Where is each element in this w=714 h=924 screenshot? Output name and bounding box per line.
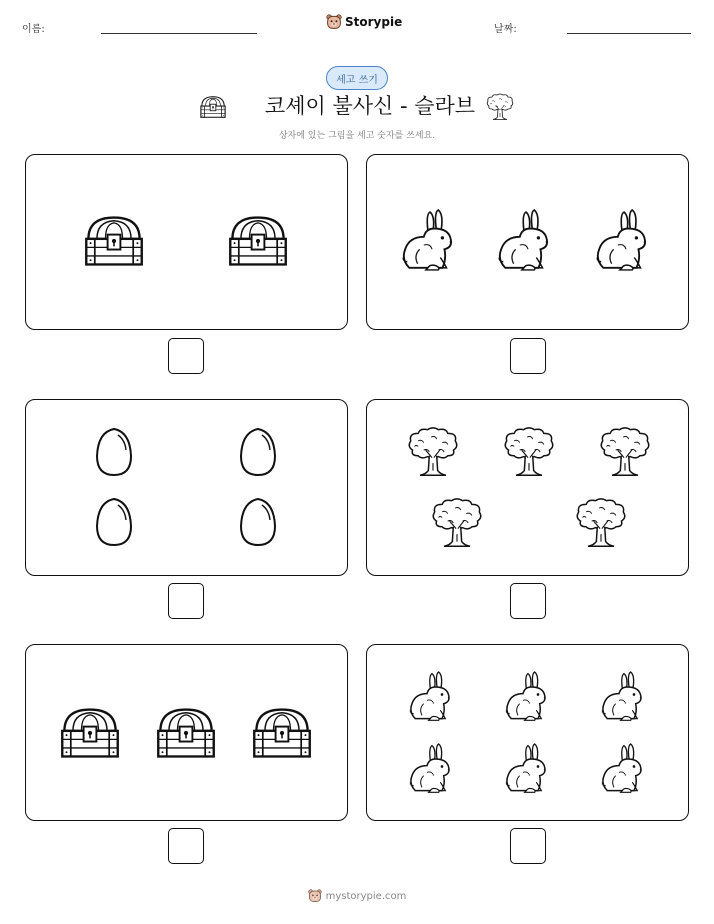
exercise-box-3	[25, 399, 348, 576]
worksheet-type-badge: 세고 쓰기	[326, 66, 388, 90]
brand-name: Storypie	[345, 15, 403, 29]
treasure-chest-icon	[250, 705, 314, 761]
exercise-box-1	[25, 154, 348, 330]
exercise-box-2	[366, 154, 689, 330]
date-field[interactable]	[567, 33, 691, 34]
answer-box-5[interactable]	[168, 828, 204, 864]
rabbit-icon	[399, 207, 461, 275]
tree-icon	[429, 497, 485, 549]
answer-box-4[interactable]	[510, 583, 546, 619]
bear-mascot-icon	[308, 889, 322, 903]
tree-icon	[597, 426, 653, 478]
rabbit-icon	[495, 207, 557, 275]
rabbit-icon	[503, 741, 553, 797]
tree-icon	[573, 497, 629, 549]
treasure-chest-icon	[226, 213, 290, 269]
rabbit-icon	[599, 669, 649, 725]
rabbit-icon	[407, 741, 457, 797]
rabbit-icon	[599, 741, 649, 797]
footer-url[interactable]: mystorypie.com	[325, 890, 407, 902]
date-label: 날짜:	[494, 24, 517, 35]
egg-icon	[94, 426, 134, 478]
egg-icon	[238, 426, 278, 478]
answer-box-3[interactable]	[168, 583, 204, 619]
treasure-chest-icon	[82, 213, 146, 269]
page-title: 코셰이 불사신 - 슬라브	[264, 94, 476, 118]
name-field[interactable]	[101, 33, 257, 34]
exercise-box-5	[25, 644, 348, 821]
tree-icon	[405, 426, 461, 478]
rabbit-icon	[593, 207, 655, 275]
tree-icon	[485, 93, 515, 121]
name-label: 이름:	[22, 24, 45, 35]
treasure-chest-icon	[199, 94, 227, 120]
brand-logo	[326, 14, 402, 30]
treasure-chest-icon	[154, 705, 218, 761]
egg-icon	[238, 496, 278, 548]
treasure-chest-icon	[58, 705, 122, 761]
exercise-box-4	[366, 399, 689, 576]
tree-icon	[501, 426, 557, 478]
answer-box-2[interactable]	[510, 338, 546, 374]
rabbit-icon	[503, 669, 553, 725]
answer-box-6[interactable]	[510, 828, 546, 864]
rabbit-icon	[407, 669, 457, 725]
bear-mascot-icon	[326, 14, 342, 30]
answer-box-1[interactable]	[168, 338, 204, 374]
egg-icon	[94, 496, 134, 548]
exercise-box-6	[366, 644, 689, 821]
instructions: 상자에 있는 그림을 세고 숫자를 쓰세요.	[278, 131, 436, 141]
footer	[0, 889, 714, 906]
